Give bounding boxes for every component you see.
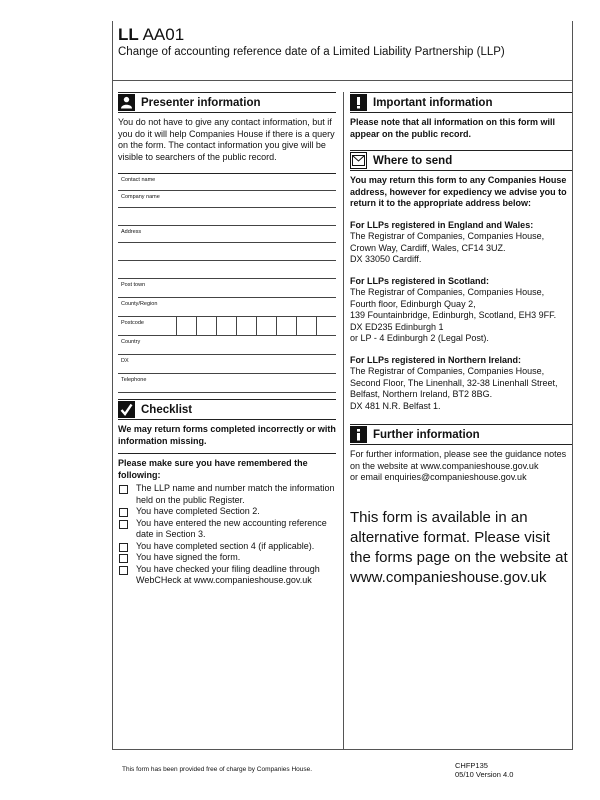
checklist-section-header [118,399,336,420]
presenter-title: Presenter information [141,96,261,109]
contact-name-field[interactable] [118,174,336,191]
where-to-send-intro: You may return this form to any Companies House address, however for expediency we advise you to return it to the appropriate address below: [350,175,567,208]
left-column [118,92,336,593]
company-name-field[interactable] [118,191,336,208]
address-line: DX ED235 Edinburgh 1 [350,321,444,332]
checkmark-icon [118,401,135,418]
country-field[interactable] [118,336,336,355]
where-to-send-body [350,171,572,418]
where-to-send-title: Where to send [373,154,453,167]
postcode-box[interactable] [196,317,216,335]
checklist-item [118,518,336,541]
address-line: The Registrar of Companies, Companies House, [350,366,545,376]
checklist-warning: We may return forms completed incorrectly or with information missing. [118,420,336,454]
footer-notice: This form has been provided free of charge by Companies House. [122,766,313,773]
postcode-label: Postcode [121,320,144,326]
postcode-box[interactable] [316,317,336,335]
postcode-boxes [176,317,336,335]
checklist-item-text: You have checked your filing deadline through WebCHeck at www.companieshouse.gov.uk [136,563,320,585]
envelope-icon [350,152,367,169]
checklist-item [118,541,336,553]
column-divider [343,92,344,749]
alt-format-notice: This form is available in an alternative format. Please visit the forms page on the website at www.companieshouse.gov.uk [350,508,568,586]
address-line: The Registrar of Companies, Companies House, [350,287,545,297]
checklist-item [118,564,336,587]
form-title-block [118,26,588,58]
telephone-field[interactable] [118,374,336,393]
where-to-send-section-header [350,150,572,171]
further-text-1: For further information, please see the guidance notes on the website at www.companieshouse.gov.uk [350,449,567,471]
checkbox[interactable] [119,485,128,494]
company-name-field-line-2[interactable] [118,208,336,226]
page-frame-bottom [112,749,573,750]
address-line: Crown Way, Cardiff, Wales, CF14 3UZ. [350,242,506,253]
postcode-box[interactable] [276,317,296,335]
england-address [350,220,572,266]
info-icon [350,426,367,443]
form-code [118,26,588,44]
title-rule [112,80,573,81]
checkbox[interactable] [119,543,128,552]
postcode-box[interactable] [236,317,256,335]
form-number: AA01 [142,25,185,44]
postcode-box[interactable] [176,317,196,335]
dx-label: DX [121,358,129,364]
scotland-heading: For LLPs registered in Scotland: [350,275,490,286]
address-line: The Registrar of Companies, Companies House, [350,231,545,241]
person-icon [118,94,135,111]
page-frame-top [112,21,113,749]
address-field-line-2[interactable] [118,243,336,261]
further-text-2: or email enquiries@companieshouse.gov.uk [350,472,527,482]
checklist-item-text: You have signed the form. [136,552,241,562]
checkbox[interactable] [119,554,128,563]
address-label: Address [121,229,142,235]
footer-code: CHFP135 [455,761,488,770]
address-line: Second Floor, The Linenhall, 32-38 Linenhall Street, [350,377,558,388]
address-field[interactable] [118,226,336,243]
checkbox[interactable] [119,520,128,529]
england-heading: For LLPs registered in England and Wales: [350,219,534,230]
county-field[interactable] [118,298,336,317]
important-text: Please note that all information on this form will appear on the public record. [350,117,556,139]
ni-heading: For LLPs registered in Northern Ireland: [350,354,522,365]
postcode-field[interactable] [118,317,336,336]
checklist-item-text: You have completed Section 2. [136,506,260,516]
presenter-section-header [118,92,336,113]
address-line: DX 481 N.R. Belfast 1. [350,400,441,411]
checklist-item-text: The LLP name and number match the information held on the public Register. [136,483,335,505]
address-line: Fourth floor, Edinburgh Quay 2, [350,298,476,309]
checklist-item [118,552,336,564]
checklist-item [118,483,336,506]
post-town-label: Post town [121,282,146,288]
postcode-box[interactable] [256,317,276,335]
form-prefix: LL [118,25,139,44]
post-town-field[interactable] [118,279,336,298]
county-label: County/Region [121,301,158,307]
right-column [350,92,572,594]
company-name-label: Company name [121,194,160,200]
form-subtitle: Change of accounting reference date of a Limited Liability Partnership (LLP) [118,46,505,58]
country-label: Country [121,339,141,345]
presenter-fields [118,173,336,393]
ni-address [350,355,572,413]
footer-version: 05/10 Version 4.0 [455,770,514,779]
checklist-lead: Please make sure you have remembered the following: [118,458,308,480]
checklist-item-text: You have completed section 4 (if applicable). [136,540,315,551]
address-line: DX 33050 Cardiff. [350,254,422,264]
presenter-intro: You do not have to give any contact information, but if you do it will help Companies House if there is a query on the form. The contact information you give will be visible to searchers of the public record. [118,117,335,162]
checkbox[interactable] [119,508,128,517]
contact-name-label: Contact name [121,177,156,183]
checklist-item-text: You have entered the new accounting reference date in Section 3. [136,517,327,539]
page-frame-right [572,21,573,749]
address-line: or LP - 4 Edinburgh 2 (Legal Post). [350,333,489,343]
telephone-label: Telephone [121,377,147,383]
further-title: Further information [373,428,480,441]
footer-code-block [455,761,513,779]
address-line: 139 Fountainbridge, Edinburgh, Scotland, EH3 9FF. [350,310,557,320]
important-title: Important information [373,96,493,109]
checklist-title: Checklist [141,403,193,416]
important-section-header [350,92,572,113]
address-line: Belfast, Northern Ireland, BT2 8BG. [350,389,493,399]
scotland-address [350,276,572,345]
further-section-header [350,424,572,445]
checkbox[interactable] [119,566,128,575]
checklist-body [118,454,336,593]
dx-field[interactable] [118,355,336,374]
exclamation-icon [350,94,367,111]
checklist-item [118,506,336,518]
further-body [350,445,572,594]
address-field-line-3[interactable] [118,261,336,279]
postcode-box[interactable] [296,317,316,335]
postcode-box[interactable] [216,317,236,335]
